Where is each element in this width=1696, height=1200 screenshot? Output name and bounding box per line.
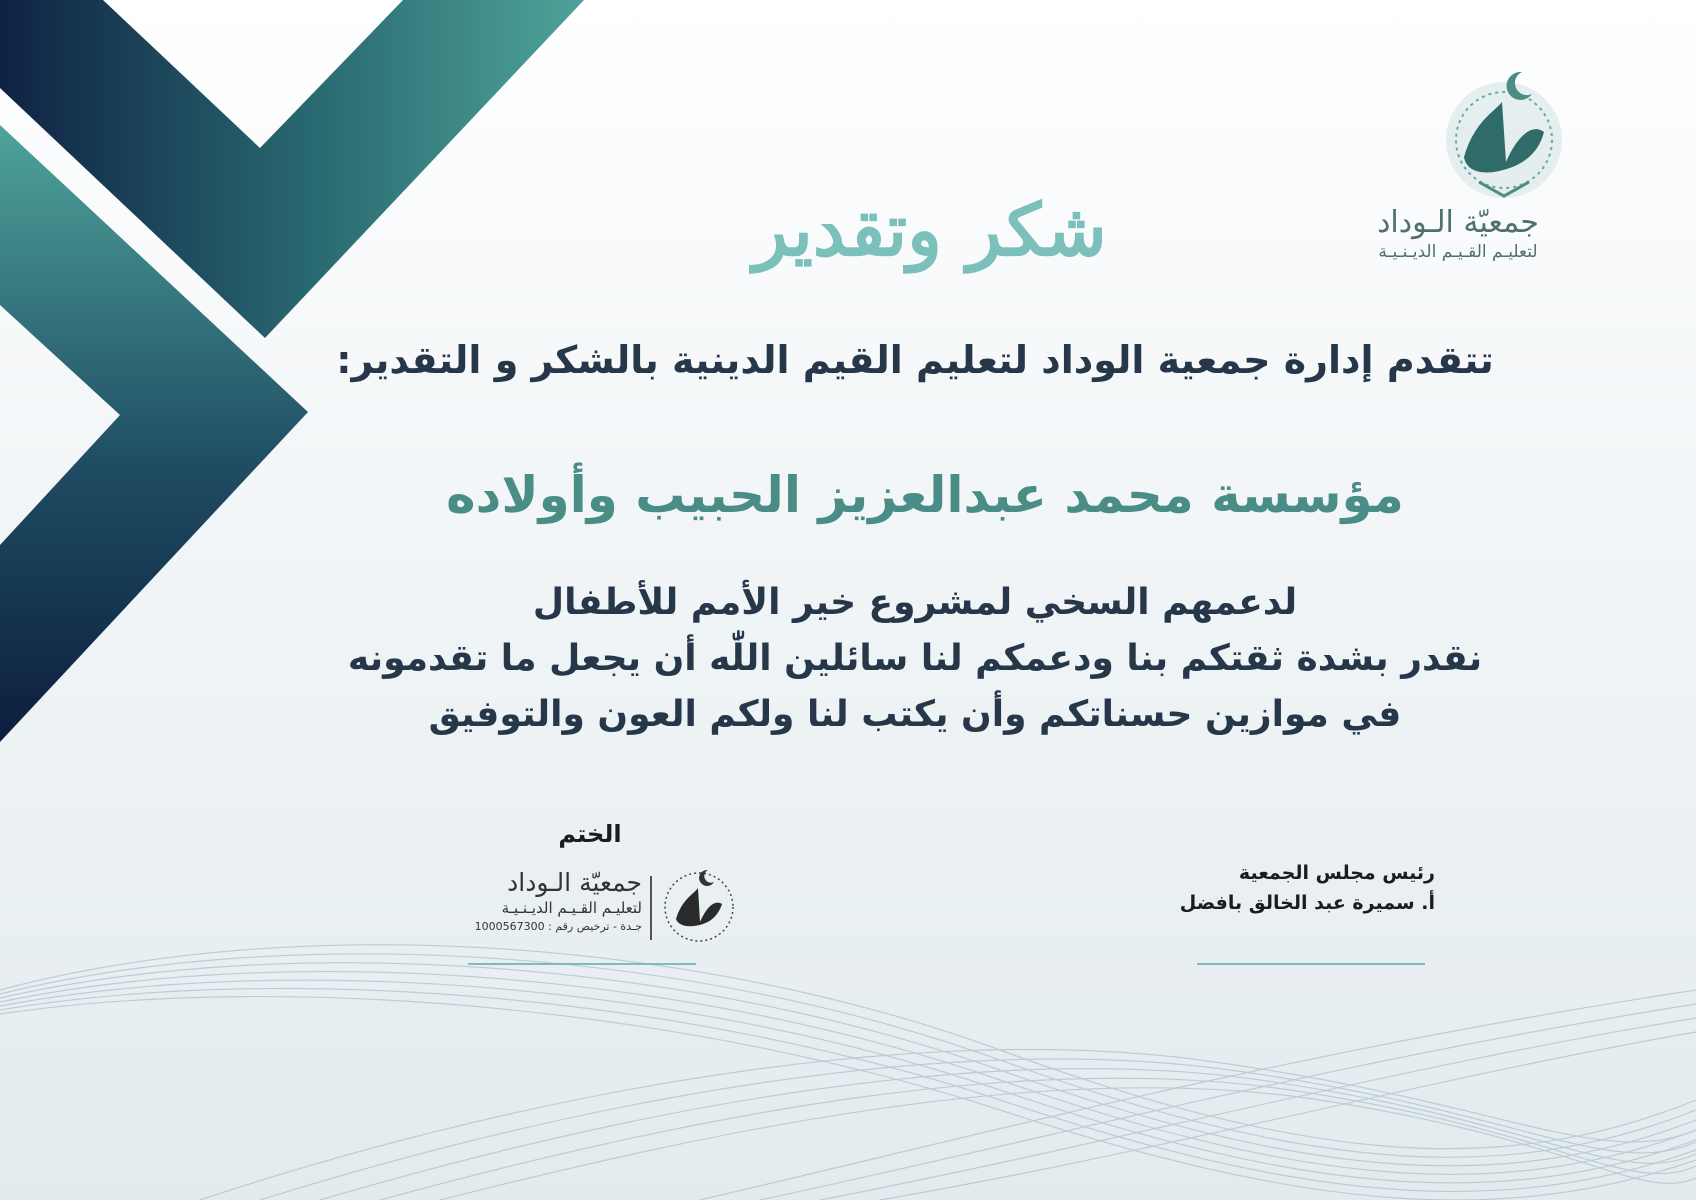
- wedad-seal-logo-icon: [658, 864, 740, 946]
- decorative-waves: [0, 930, 1696, 1200]
- signer-role: رئيس مجلس الجمعية: [1238, 862, 1435, 884]
- org-name-line1: جمعيّة الـوداد: [1377, 205, 1539, 240]
- seal-divider: [650, 876, 652, 940]
- seal-org-line1: جمعيّة الـوداد: [507, 868, 642, 897]
- signer-block: [1100, 858, 1435, 918]
- seal-signature-line: [468, 963, 696, 965]
- seal-license: جـدة - ترخيص رقم : 1000567300: [474, 920, 642, 933]
- seal-block: [455, 858, 740, 950]
- message-line: لدعمهم السخي لمشروع خير الأمم للأطفال: [532, 582, 1298, 623]
- certificate-title: شكر وتقدير: [753, 187, 1107, 272]
- seal-text: [452, 868, 642, 936]
- org-name: [1338, 205, 1578, 263]
- org-name-line2: لتعليـم القـيـم الديـنـيـة: [1378, 242, 1538, 262]
- signer-signature-line: [1197, 963, 1425, 965]
- recipient-name: مؤسسة محمد عبدالعزيز الحبيب وأولاده: [446, 466, 1404, 524]
- wedad-calligraphy-logo-icon: [1424, 62, 1584, 212]
- signer-name: أ. سميرة عبد الخالق بافضل: [1179, 892, 1435, 914]
- message-text: [300, 575, 1530, 743]
- seal-label: الختم: [558, 820, 622, 848]
- message-line: نقدر بشدة ثقتكم بنا ودعمكم لنا سائلين اللّٰه أن يجعل ما تقدمونه: [347, 638, 1483, 679]
- message-line: في موازين حسناتكم وأن يكتب لنا ولكم العون والتوفيق: [428, 694, 1402, 735]
- seal-org-line2: لتعليـم القـيـم الديـنـيـة: [501, 899, 642, 917]
- intro-text: تتقدم إدارة جمعية الوداد لتعليم القيم الدينية بالشكر و التقدير:: [336, 338, 1494, 382]
